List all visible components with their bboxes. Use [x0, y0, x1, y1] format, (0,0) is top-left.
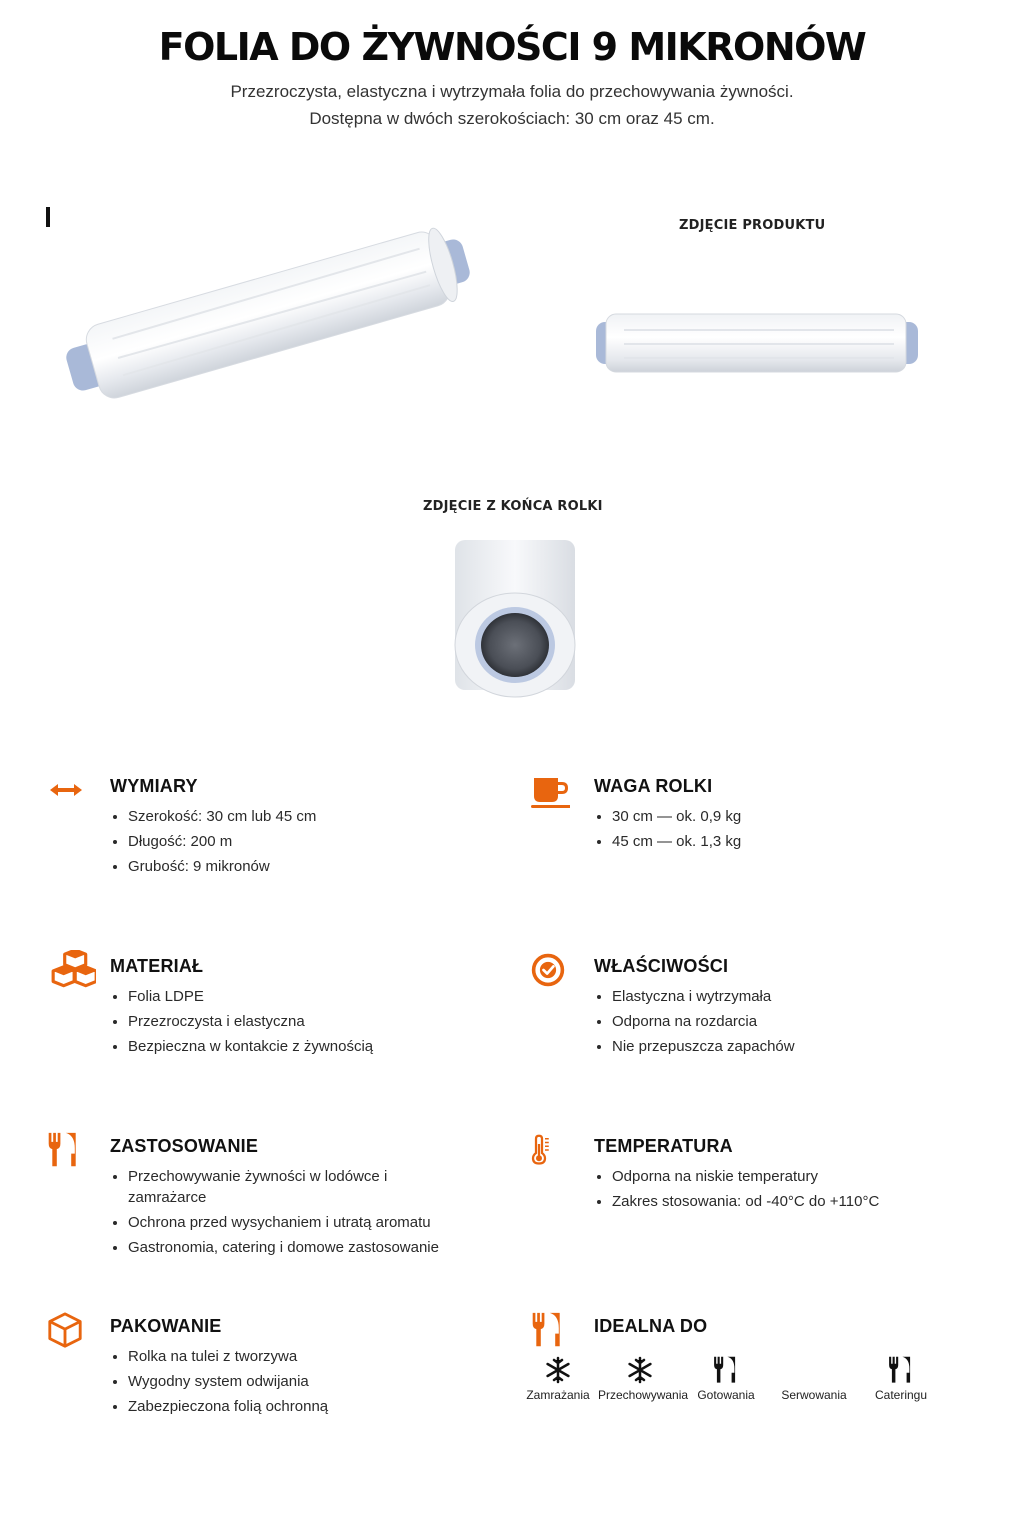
list-item: • Przezroczysta i elastyczna: [128, 1011, 468, 1032]
page-header: [0, 22, 1024, 132]
check-circle-icon: [530, 952, 566, 988]
list-item: • Rolka na tulei z tworzywa: [128, 1346, 468, 1367]
ideal-item-label: Cateringu: [874, 1388, 928, 1402]
fork-knife-icon: [887, 1356, 915, 1384]
product-image-diagonal-roll: [52, 205, 484, 405]
ideal-item-serwowania: [772, 1356, 856, 1402]
product-image-caption: ZDJĘCIE PRODUKTU: [679, 218, 826, 233]
page-title: FOLIA DO ŻYWNOŚCI 9 MIKRONÓW: [158, 25, 866, 69]
feature-title: IDEALNA DO: [594, 1316, 708, 1336]
feature-list: [594, 1166, 952, 1216]
list-item: • Długość: 200 m: [128, 831, 468, 852]
arrows-horizontal-icon: [46, 776, 86, 816]
fork-knife-icon: [712, 1356, 740, 1384]
subtitle-line-1: Przezroczysta, elastyczna i wytrzymała folia do przechowywania żywności.: [230, 82, 794, 101]
image-marker: [46, 207, 50, 227]
list-item: • 30 cm — ok. 0,9 kg: [612, 806, 952, 827]
list-item: • Zabezpieczona folią ochronną: [128, 1396, 468, 1417]
feature-title: WAGA ROLKI: [594, 776, 713, 796]
feature-list: [110, 1346, 468, 1421]
ideal-item-label: Przechowywania: [598, 1388, 689, 1402]
snowflake-icon: [626, 1356, 654, 1384]
list-item: • Elastyczna i wytrzymała: [612, 986, 952, 1007]
ideal-item-label: Serwowania: [781, 1388, 847, 1402]
feature-title: PAKOWANIE: [110, 1316, 222, 1336]
list-item: • Bezpieczna w kontakcie z żywnością: [128, 1036, 468, 1057]
box-icon: [46, 1312, 84, 1350]
feature-title: ZASTOSOWANIE: [110, 1136, 259, 1156]
thermometer-icon: [530, 1130, 560, 1170]
feature-title: MATERIAŁ: [110, 956, 204, 976]
feature-title: TEMPERATURA: [594, 1136, 733, 1156]
ideal-item-przechowywania: [598, 1356, 689, 1402]
feature-list: [110, 806, 468, 881]
ideal-item-cateringu: [859, 1356, 943, 1402]
snowflake-icon: [544, 1356, 572, 1384]
list-item: • Ochrona przed wysychaniem i utratą aromatu: [128, 1212, 468, 1233]
roll-end-image: [418, 520, 608, 698]
feature-list: [110, 1166, 468, 1262]
list-item: • 45 cm — ok. 1,3 kg: [612, 831, 952, 852]
fork-knife-icon: [46, 1130, 82, 1170]
fork-knife-icon: [530, 1310, 566, 1350]
feature-list: [594, 986, 952, 1061]
list-item: • Odporna na rozdarcia: [612, 1011, 952, 1032]
feature-list: [110, 986, 468, 1061]
subtitle-line-2: Dostępna w dwóch szerokościach: 30 cm oraz 45 cm.: [309, 109, 715, 128]
list-item: • Nie przepuszcza zapachów: [612, 1036, 952, 1057]
list-item: • Zakres stosowania: od -40°C do +110°C: [612, 1191, 952, 1212]
ideal-item-label: Gotowania: [697, 1388, 755, 1402]
list-item: • Przechowywanie żywności w lodówce i zamrażarce: [128, 1166, 468, 1208]
list-item: • Gastronomia, catering i domowe zastosowanie: [128, 1237, 468, 1258]
feature-title: WYMIARY: [110, 776, 198, 796]
ideal-item-gotowania: [684, 1356, 768, 1402]
page-subtitle: [0, 78, 1024, 132]
ideal-item-zamrazania: [516, 1356, 600, 1402]
cubes-icon: [46, 950, 96, 992]
feature-title: WŁAŚCIWOŚCI: [594, 956, 729, 976]
ideal-item-label: Zamrażania: [526, 1388, 590, 1402]
list-item: • Szerokość: 30 cm lub 45 cm: [128, 806, 468, 827]
feature-list: [594, 806, 952, 856]
ideal-for-row: [516, 1356, 936, 1416]
list-item: • Folia LDPE: [128, 986, 468, 1007]
product-image-horizontal-roll: [594, 240, 924, 380]
list-item: • Wygodny system odwijania: [128, 1371, 468, 1392]
list-item: • Grubość: 9 mikronów: [128, 856, 468, 877]
list-item: • Odporna na niskie temperatury: [612, 1166, 952, 1187]
cup-icon: [530, 776, 570, 816]
roll-end-image-caption: ZDJĘCIE Z KOŃCA ROLKI: [423, 499, 603, 514]
